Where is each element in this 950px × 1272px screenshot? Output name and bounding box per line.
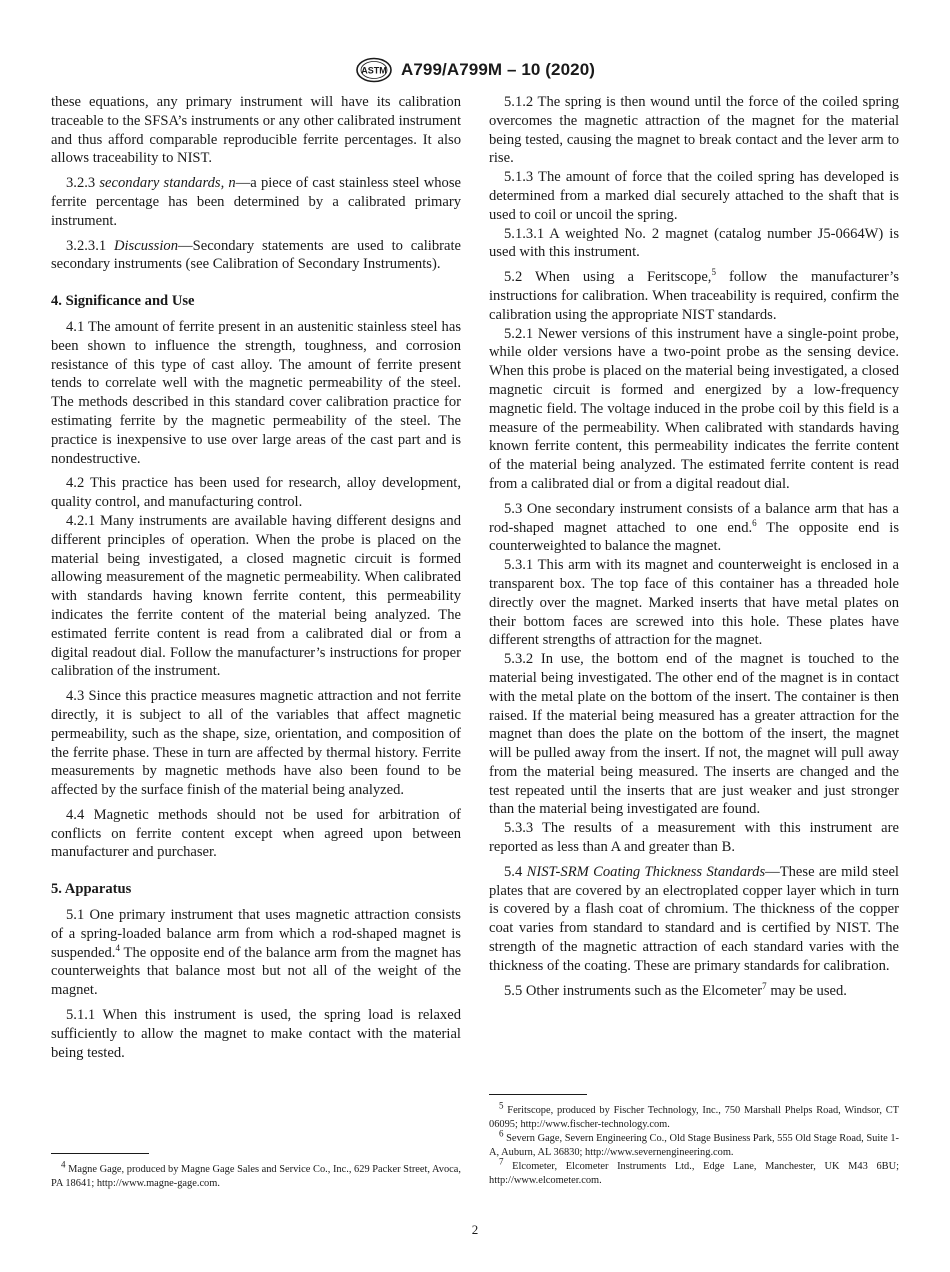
paragraph-4-2: 4.2 This practice has been used for research, alloy development, quality control, and manufacturing control. [51,475,461,511]
paragraph-5-2: 5.2 When using a Feritscope,$^5$ follow the manufacturer’s instructions for calibration. When traceability is required, confirm the calibration using the appropriate NIST standards. [489,267,900,323]
footnote-ref-6: 6 [752,517,757,528]
footnote-ref-4: 4 [115,942,120,953]
paragraph-5-1-3-1: 5.1.3.1 A weighted No. 2 magnet (catalog number J5-0664W) is used with this instrument. [489,225,899,261]
paragraph-5-3: 5.3 One secondary instrument consists of a balance arm that has a rod-shaped magnet attached to one end.$^6$ The opposite end is counterweighted to balance the magnet. [489,500,899,555]
section-heading-4: 4. Significance and Use [51,293,195,310]
paragraph-continued: these equations, any primary instrument will have its calibration traceable to the SFSA’s instruments or any other calibrated instrument and thus afford comparable reproducible ferrite percentages. It also allows traceability to NIST. [51,94,461,167]
paragraph-5-3-1: 5.3.1 This arm with its magnet and counterweight is enclosed in a transparent box. The top face of this container has a threaded hole directly over the magnet. Marked inserts that have metal plates on their bottom faces are screwed into this hole. These plates have different strengths of attraction for the magnet. [489,557,899,649]
document-designation: A799/A799M – 10 (2020) [400,60,596,79]
paragraph-5-1-2: 5.1.2 The spring is then wound until the force of the coiled spring overcomes the magnetic attraction of the magnet for the material being tested, causing the magnet to break contact and the lever arm to rise. [489,94,899,167]
term-nist-srm: NIST-SRM Coating Thickness Standards [526,863,766,880]
paragraph-3-2-3: 3.2.3 secondary standards, n—a piece of cast stainless steel whose ferrite percentage has been determined by a calibrated primary instrument. [51,175,461,229]
term-secondary-standards: secondary standards, n [99,175,236,192]
footnote-ref-5: 5 [711,267,716,278]
paragraph-5-3-2: 5.3.2 In use, the bottom end of the magnet is touched to the material being investigated. The other end of the magnet is in contact with the metal plate on the bottom of the insert. The container is then raised. If the material being measured has a greater attraction for the magnet than does the plate on the bottom of the insert, the magnet will be pulled away from the insert. If not, the magnet will pull away from the material being measured. The inserts are changed and the test repeated until the inserts that are just weaker and just stronger than the material being investigated are found. [489,651,899,818]
footnotes-right [489,1100,899,1188]
paragraph-5-3-3: 5.3.3 The results of a measurement with this instrument are reported as less than A and greater than B. [489,820,899,856]
paragraph-4-3: 4.3 Since this practice measures magnetic attraction and not ferrite directly, it is subject to all of the variables that affect magnetic permeability, such as the shape, size, orientation, and composition of the ferrite phase. These in turn are affected by thermal history. Ferrite measurements by magnetic methods have also been found to be affected by the surface finish of the material being analyzed. [51,688,461,799]
paragraph-5-1: 5.1 One primary instrument that uses magnetic attraction consists of a spring-loaded balance arm from which a rod-shaped magnet is suspended.$^4$ The opposite end of the balance arm from the magnet has counterweights that balance most but not all of the weight of the magnet. [51,907,461,999]
footnote-divider-left [51,1153,149,1154]
page-number: 2 [471,1222,479,1237]
footnotes-left [51,1159,461,1191]
paragraph-5-1-3: 5.1.3 The amount of force that the coiled spring has developed is determined from a marked dial securely attached to the shaft that is used to coil or uncoil the spring. [489,169,899,223]
paragraph-5-2-1: 5.2.1 Newer versions of this instrument have a single-point probe, while older versions have a two-point probe as the sensing device. When this probe is placed on the material being investigated, a closed magnetic circuit is formed and energized by a low-frequency magnetic field. The voltage induced in the probe coil by this field is a measure of the permeability. When calibrated with standards having known ferrite content, this permeability indicates the ferrite content of the material being analyzed. The estimated ferrite content is read from a calibrated dial or from a digital readout dial. [489,325,899,492]
page-header [0,56,950,84]
footnote-4: $^4$ Magne Gage, produced by Magne Gage Sales and Service Co., Inc., 629 Packer Street, Avoca, PA 18641; http://www.magne-gage.com. [51,1159,461,1189]
footnote-6: $^6$ Severn Gage, Severn Engineering Co., Old Stage Business Park, 555 Old Stage Road, Suite 1-A, Auburn, AL 36830; http://www.severnengineering.com. [489,1128,899,1158]
footnote-ref-7: 7 [762,980,767,991]
term-discussion: Discussion [113,237,179,254]
paragraph-3-2-3-1: 3.2.3.1 Discussion—Secondary statements are used to calibrate secondary instruments (see Calibration of Secondary Instruments). [51,237,461,273]
paragraph-5-5: 5.5 Other instruments such as the Elcometer$^7$ may be used. [504,980,847,999]
footnote-divider-right [489,1094,587,1095]
paragraph-5-4: 5.4 NIST-SRM Coating Thickness Standards—These are mild steel plates that are covered by an electroplated copper layer which in turn is covered by a flash coat of chromium. The thickness of the copper coat varies from standard to standard and is certified by NIST. The strength of the magnetic attraction of each standard varies with the thickness of the coating. These are primary standards for calibration. [489,863,899,974]
astm-logo-icon [355,57,393,83]
paragraph-4-4: 4.4 Magnetic methods should not be used for arbitration of conflicts on ferrite content except when agreed upon between manufacturer and purchaser. [51,806,461,861]
paragraph-5-1-1: 5.1.1 When this instrument is used, the spring load is relaxed sufficiently to allow the magnet to make contact with the material being tested. [51,1007,461,1061]
logo-text: ASTM [361,65,387,76]
right-column [489,93,899,1000]
paragraph-4-2-1: 4.2.1 Many instruments are available having different designs and different principles of operation. When the probe is placed on the material being investigated, a closed magnetic circuit is formed allowing measurement of the magnetic permeability. When calibrated with standards having known ferrite content, this permeability indicates the ferrite content of the material being analyzed. The estimated ferrite content is read from a calibrated dial or from a digital readout dial. Follow the manufacturer’s instructions for proper calibration of the instrument. [51,512,461,680]
paragraph-4-1: 4.1 The amount of ferrite present in an austenitic stainless steel has been shown to influence the strength, toughness, and corrosion resistance of this type of cast alloy. The amount of ferrite present tends to correlate well with the magnetic permeability of the steel. The methods described in this standard cover calibration practice for estimating ferrite by the magnetic permeability of the steel. The practice is inexpensive to use over large areas of the cast part and is nondestructive. [51,318,461,467]
footnote-5: $^5$ Feritscope, produced by Fischer Technology, Inc., 750 Marshall Phelps Road, Windsor, CT 06095; http://www.fischer-technology.com. [489,1100,899,1130]
left-column [51,93,461,1062]
section-heading-5: 5. Apparatus [51,881,132,898]
footnote-7: $^7$ Elcometer, Elcometer Instruments Ltd., Edge Lane, Manchester, UK M43 6BU; http://www.elcometer.com. [489,1156,899,1186]
